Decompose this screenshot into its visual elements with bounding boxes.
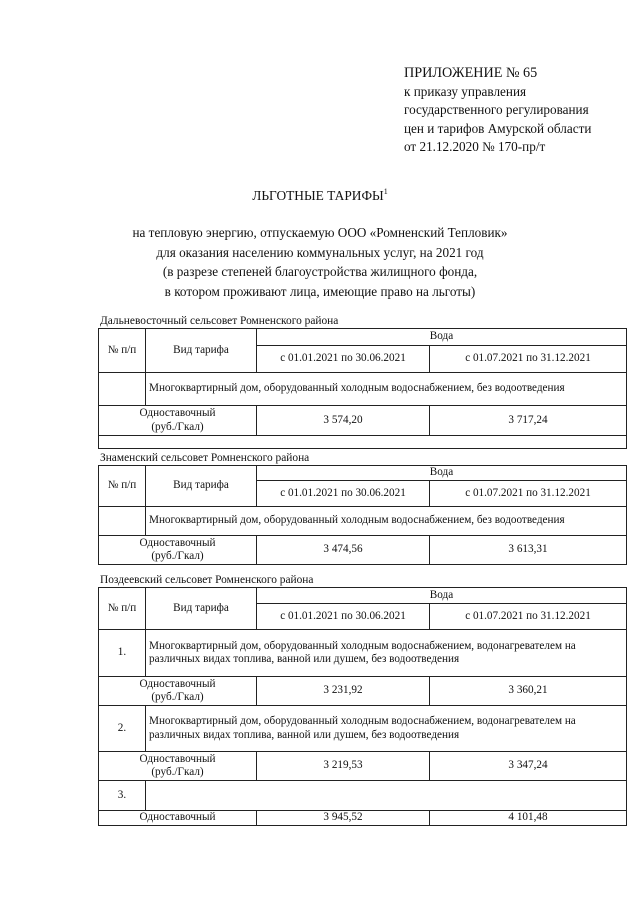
subtitle-line: (в разрезе степеней благоустройства жилищного фонда, bbox=[162, 264, 478, 279]
tariff-kind-cell bbox=[99, 811, 257, 826]
category-cell: Многоквартирный дом, оборудованный холодным водоснабжением, водонагревателем на различных видах топлива, ванной или душем, без водоотведения bbox=[146, 706, 627, 752]
tariff-table bbox=[98, 328, 627, 449]
header-group: Вода bbox=[257, 329, 627, 346]
settlement-name: Знаменский сельсовет Ромненского района bbox=[100, 452, 310, 464]
row-num bbox=[99, 507, 146, 536]
tariff-unit-line: (руб./Гкал) bbox=[151, 766, 204, 778]
header-group: Вода bbox=[257, 588, 627, 604]
header-period-2: с 01.07.2021 по 31.12.2021 bbox=[430, 604, 627, 630]
value-period-1: 3 474,56 bbox=[257, 536, 430, 565]
section-znamensky bbox=[98, 451, 626, 565]
value-period-2: 4 101,48 bbox=[430, 811, 627, 826]
tariff-unit-line: (руб./Гкал) bbox=[151, 691, 204, 703]
row-num: 1. bbox=[99, 630, 146, 677]
subtitle-line: на тепловую энергию, отпускаемую ООО «Ромненский Тепловик» bbox=[132, 225, 508, 240]
row-num: 2. bbox=[99, 706, 146, 752]
settlement-name: Дальневосточный сельсовет Ромненского района bbox=[100, 315, 339, 327]
value-period-1: 3 945,52 bbox=[257, 811, 430, 826]
appendix-title: ПРИЛОЖЕНИЕ № 65 bbox=[404, 65, 538, 81]
tariff-kind-cell bbox=[99, 677, 257, 706]
appendix-block bbox=[404, 64, 636, 157]
row-num bbox=[99, 373, 146, 406]
header-kind: Вид тарифа bbox=[146, 466, 257, 507]
tariff-kind-cell bbox=[99, 406, 257, 436]
header-period-1: с 01.01.2021 по 30.06.2021 bbox=[257, 604, 430, 630]
appendix-line: цен и тарифов Амурской области bbox=[404, 120, 592, 136]
document-title bbox=[0, 187, 640, 204]
tariff-kind-line: Одноставочный bbox=[139, 677, 216, 690]
tariff-kind-line: Одноставочный bbox=[139, 811, 216, 824]
subtitle-line: для оказания населению коммунальных услуг, на 2021 год bbox=[156, 244, 484, 260]
value-period-2: 3 360,21 bbox=[430, 677, 627, 706]
document-subtitle bbox=[0, 223, 640, 301]
header-period-1: с 01.01.2021 по 30.06.2021 bbox=[257, 481, 430, 507]
header-num: № п/п bbox=[99, 329, 146, 373]
category-cell: Многоквартирный дом, оборудованный холодным водоснабжением, без водоотведения bbox=[146, 373, 627, 406]
row-num: 3. bbox=[99, 781, 146, 811]
value-period-2: 3 347,24 bbox=[430, 752, 627, 781]
subtitle-line: в котором проживают лица, имеющие право на льготы) bbox=[164, 283, 476, 299]
category-cell: Многоквартирный дом, оборудованный холодным водоснабжением, водонагревателем на различных видах топлива, ванной или душем, без водоотведения bbox=[146, 630, 627, 677]
header-kind: Вид тарифа bbox=[146, 588, 257, 630]
tariff-table bbox=[98, 465, 627, 565]
value-period-1: 3 219,53 bbox=[257, 752, 430, 781]
value-period-2: 3 613,31 bbox=[430, 536, 627, 565]
tariff-kind-cell bbox=[99, 536, 257, 565]
settlement-name: Поздеевский сельсовет Ромненского района bbox=[100, 574, 314, 586]
spacer-row bbox=[99, 436, 627, 449]
document-title-text: ЛЬГОТНЫЕ ТАРИФЫ bbox=[252, 188, 384, 203]
tariff-unit-line: (руб./Гкал) bbox=[151, 420, 204, 433]
appendix-line: от 21.12.2020 № 170-пр/т bbox=[404, 139, 546, 155]
tariff-kind-line: Одноставочный bbox=[139, 536, 216, 549]
header-num: № п/п bbox=[99, 466, 146, 507]
tariff-table bbox=[98, 587, 627, 826]
header-group: Вода bbox=[257, 466, 627, 481]
value-period-1: 3 574,20 bbox=[257, 406, 430, 436]
tariff-kind-cell bbox=[99, 752, 257, 781]
header-kind: Вид тарифа bbox=[146, 329, 257, 373]
category-cell bbox=[146, 781, 627, 811]
footnote-mark: 1 bbox=[383, 187, 388, 196]
value-period-2: 3 717,24 bbox=[430, 406, 627, 436]
header-period-2: с 01.07.2021 по 31.12.2021 bbox=[430, 481, 627, 507]
header-period-2: с 01.07.2021 по 31.12.2021 bbox=[430, 346, 627, 373]
tariff-kind-line: Одноставочный bbox=[139, 407, 216, 420]
appendix-line: государственного регулирования bbox=[404, 102, 589, 118]
header-period-1: с 01.01.2021 по 30.06.2021 bbox=[257, 346, 430, 373]
header-num: № п/п bbox=[99, 588, 146, 630]
category-cell: Многоквартирный дом, оборудованный холодным водоснабжением, без водоотведения bbox=[146, 507, 627, 536]
section-dalnevostochny bbox=[98, 314, 626, 449]
tariff-kind-line: Одноставочный bbox=[139, 752, 216, 765]
tariff-unit-line: (руб./Гкал) bbox=[151, 550, 204, 562]
appendix-line: к приказу управления bbox=[404, 83, 527, 99]
value-period-1: 3 231,92 bbox=[257, 677, 430, 706]
section-pozdeevsky bbox=[98, 573, 626, 826]
